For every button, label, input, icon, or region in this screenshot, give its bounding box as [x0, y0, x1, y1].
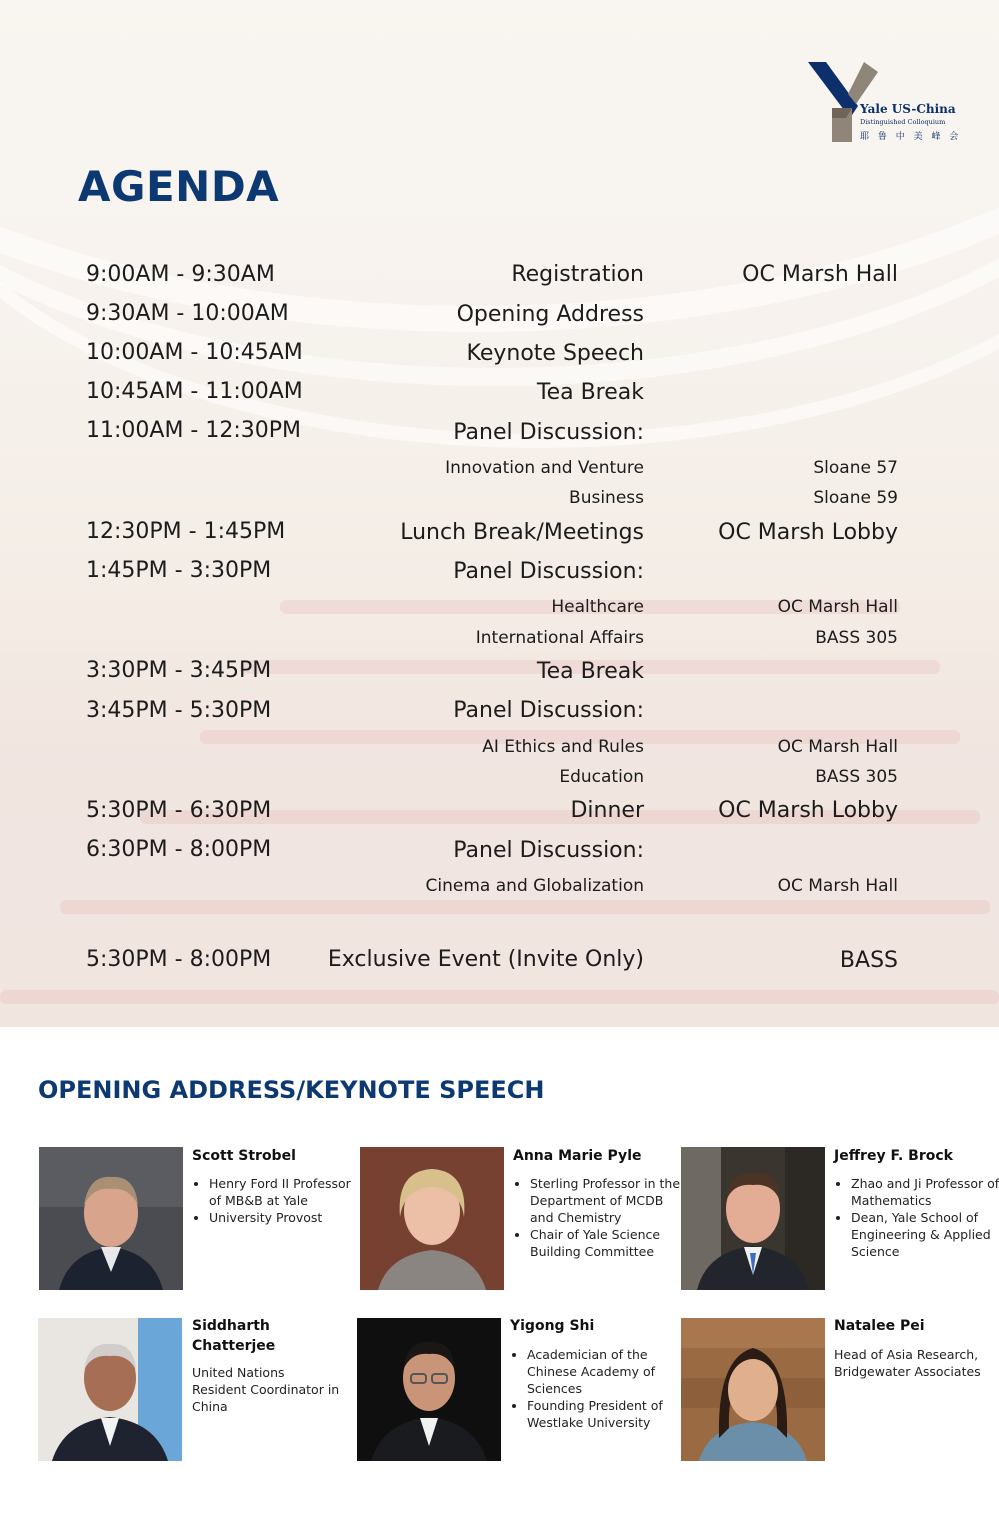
speaker-name: Scott Strobel [192, 1148, 296, 1164]
speaker-portrait-icon [39, 1147, 183, 1290]
agenda-sub-event: Cinema and Globalization [425, 876, 644, 896]
agenda-time: 10:00AM - 10:45AM [86, 340, 303, 365]
agenda-sub-location: BASS 305 [815, 767, 898, 787]
agenda-location: BASS [839, 948, 898, 973]
agenda-location: OC Marsh Lobby [718, 520, 898, 545]
speaker-bullet: • Founding President of Westlake University [527, 1397, 677, 1431]
colloquium-logo [806, 58, 962, 148]
speaker-bullet: • Sterling Professor in the Department of MCDB and Chemistry [530, 1175, 685, 1226]
agenda-sub-location: OC Marsh Hall [777, 597, 898, 617]
agenda-sub-event: AI Ethics and Rules [482, 737, 644, 757]
logo-line1: Yale US-China [860, 102, 956, 116]
agenda-sub-event: Innovation and Venture [445, 458, 644, 478]
speaker-name: Natalee Pei [834, 1318, 925, 1334]
speaker-portrait-icon [38, 1318, 182, 1461]
agenda-event: Panel Discussion: [453, 559, 644, 584]
speaker-bullet: • Zhao and Ji Professor of Mathematics [851, 1175, 999, 1209]
agenda-sub-location: BASS 305 [815, 628, 898, 648]
agenda-location: OC Marsh Lobby [718, 798, 898, 823]
speaker-bullets [192, 1175, 354, 1226]
agenda-event: Dinner [570, 798, 644, 823]
agenda-event: Tea Break [536, 380, 644, 405]
agenda-event: Tea Break [536, 659, 644, 684]
agenda-event: Keynote Speech [466, 341, 644, 366]
agenda-sub-location: Sloane 59 [813, 488, 898, 508]
logo-line2: Distinguished Colloquium [860, 118, 946, 126]
speaker-name: Siddharth Chatterjee [192, 1318, 276, 1354]
agenda-event: Lunch Break/Meetings [400, 520, 644, 545]
agenda-time: 10:45AM - 11:00AM [86, 379, 303, 404]
agenda-time: 5:30PM - 6:30PM [86, 798, 272, 823]
speaker-bullets [834, 1175, 999, 1260]
logo-line3: 耶 鲁 中 美 峰 会 [860, 132, 962, 142]
agenda-time: 1:45PM - 3:30PM [86, 558, 272, 583]
speaker-bullet: • Academician of the Chinese Academy of Sciences [527, 1346, 677, 1397]
speaker-bullet: • University Provost [209, 1209, 354, 1226]
agenda-sub-event: Education [559, 767, 644, 787]
agenda-sub-event: Healthcare [551, 597, 644, 617]
agenda-time: 9:30AM - 10:00AM [86, 301, 289, 326]
agenda-event: Panel Discussion: [453, 698, 644, 723]
speaker-photo [39, 1147, 183, 1290]
agenda-time: 6:30PM - 8:00PM [86, 837, 272, 862]
speaker-name: Yigong Shi [510, 1318, 595, 1334]
speaker-description: Head of Asia Research, Bridgewater Associates [834, 1347, 981, 1379]
agenda-location: OC Marsh Hall [742, 262, 898, 287]
speaker-portrait-icon [681, 1318, 825, 1461]
speaker-photo [681, 1318, 825, 1461]
agenda-sub-event: International Affairs [475, 628, 644, 648]
agenda-sub-location: OC Marsh Hall [777, 876, 898, 896]
agenda-time: 3:30PM - 3:45PM [86, 658, 272, 683]
agenda-event: Panel Discussion: [453, 420, 644, 445]
speaker-bullet: • Chair of Yale Science Building Committee [530, 1226, 685, 1260]
agenda-time: 11:00AM - 12:30PM [86, 418, 302, 443]
agenda-time: 3:45PM - 5:30PM [86, 698, 272, 723]
speaker-bullet: • Henry Ford II Professor of MB&B at Yale [209, 1175, 354, 1209]
speaker-photo [360, 1147, 504, 1290]
speaker-name: Jeffrey F. Brock [834, 1148, 953, 1164]
speaker-photo [357, 1318, 501, 1461]
speaker-description: United Nations Resident Coordinator in China [192, 1365, 340, 1414]
agenda-event: Registration [511, 262, 644, 287]
speaker-photo [38, 1318, 182, 1461]
speaker-photo [681, 1147, 825, 1290]
speaker-bullets [513, 1175, 685, 1260]
agenda-sub-location: OC Marsh Hall [777, 737, 898, 757]
agenda-event: Exclusive Event (Invite Only) [327, 947, 644, 972]
agenda-title: AGENDA [78, 162, 280, 211]
speaker-portrait-icon [681, 1147, 825, 1290]
agenda-event: Opening Address [456, 302, 644, 327]
speaker-bullets [510, 1346, 677, 1431]
speaker-name: Anna Marie Pyle [513, 1148, 642, 1164]
agenda-sub-location: Sloane 57 [813, 458, 898, 478]
speaker-bullet: • Dean, Yale School of Engineering & Applied Science [851, 1209, 999, 1260]
agenda-sub-event: Business [569, 488, 644, 508]
agenda-time: 5:30PM - 8:00PM [86, 947, 272, 972]
agenda-time: 9:00AM - 9:30AM [86, 262, 275, 287]
agenda-time: 12:30PM - 1:45PM [86, 519, 286, 544]
speakers-title: OPENING ADDRESS/KEYNOTE SPEECH [38, 1076, 545, 1104]
agenda-event: Panel Discussion: [453, 838, 644, 863]
speaker-portrait-icon [360, 1147, 504, 1290]
speaker-portrait-icon [357, 1318, 501, 1461]
